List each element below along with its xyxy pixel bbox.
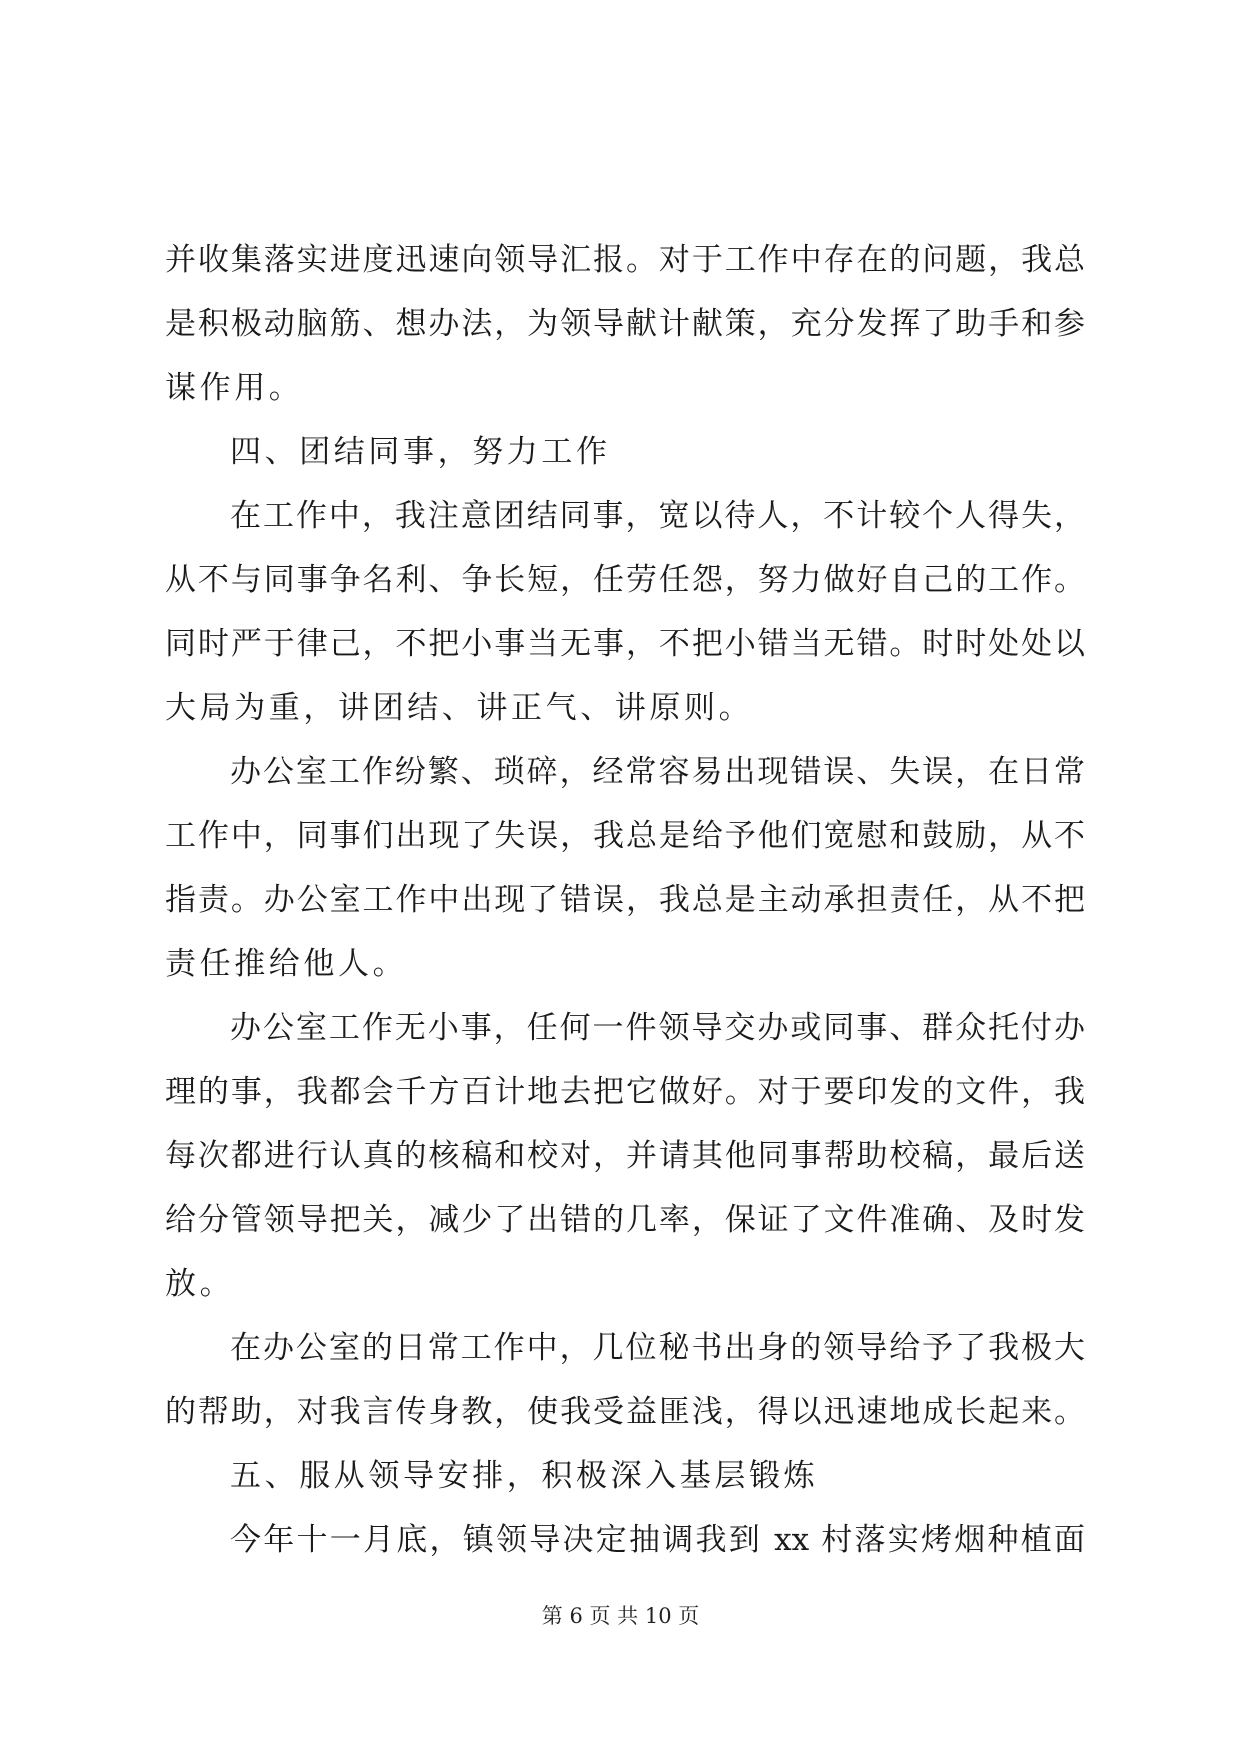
section-heading: 四、团结同事，努力工作 bbox=[230, 434, 611, 470]
text-line: 责任推给他人。 bbox=[165, 946, 408, 982]
text-line: 从不与同事争名利、争长短，任劳任怨，努力做好自己的工作。 bbox=[165, 562, 1085, 598]
text-line: 办公室工作纷繁、琐碎，经常容易出现错误、失误，在日常 bbox=[230, 754, 1085, 790]
text-line: 的帮助，对我言传身教，使我受益匪浅，得以迅速地成长起来。 bbox=[165, 1394, 1085, 1430]
text-line: 工作中，同事们出现了失误，我总是给予他们宽慰和鼓励，从不 bbox=[165, 818, 1085, 854]
document-body bbox=[165, 228, 1085, 1572]
text-line: 办公室工作无小事，任何一件领导交办或同事、群众托付办 bbox=[230, 1010, 1085, 1046]
text-line: 放。 bbox=[165, 1266, 235, 1302]
page-number-footer: 第 6 页 共 10 页 bbox=[541, 1604, 700, 1628]
text-line: 给分管领导把关，减少了出错的几率，保证了文件准确、及时发 bbox=[165, 1202, 1085, 1238]
text-line: 并收集落实进度迅速向领导汇报。对于工作中存在的问题，我总 bbox=[165, 242, 1085, 278]
text-line: 在工作中，我注意团结同事，宽以待人，不计较个人得失， bbox=[230, 498, 1085, 534]
text-line: 指责。办公室工作中出现了错误，我总是主动承担责任，从不把 bbox=[165, 882, 1085, 918]
text-line: 今年十一月底，镇领导决定抽调我到 xx 村落实烤烟种植面 bbox=[230, 1522, 1085, 1558]
text-line: 每次都进行认真的核稿和校对，并请其他同事帮助校稿，最后送 bbox=[165, 1138, 1085, 1174]
text-line: 同时严于律己，不把小事当无事，不把小错当无错。时时处处以 bbox=[165, 626, 1085, 662]
section-heading: 五、服从领导安排，积极深入基层锻炼 bbox=[230, 1458, 819, 1494]
text-line: 在办公室的日常工作中，几位秘书出身的领导给予了我极大 bbox=[230, 1330, 1085, 1366]
text-line: 理的事，我都会千方百计地去把它做好。对于要印发的文件，我 bbox=[165, 1074, 1085, 1110]
text-line: 大局为重，讲团结、讲正气、讲原则。 bbox=[165, 690, 754, 726]
text-line: 谋作用。 bbox=[165, 370, 304, 406]
text-line: 是积极动脑筋、想办法，为领导献计献策，充分发挥了助手和参 bbox=[165, 306, 1085, 342]
